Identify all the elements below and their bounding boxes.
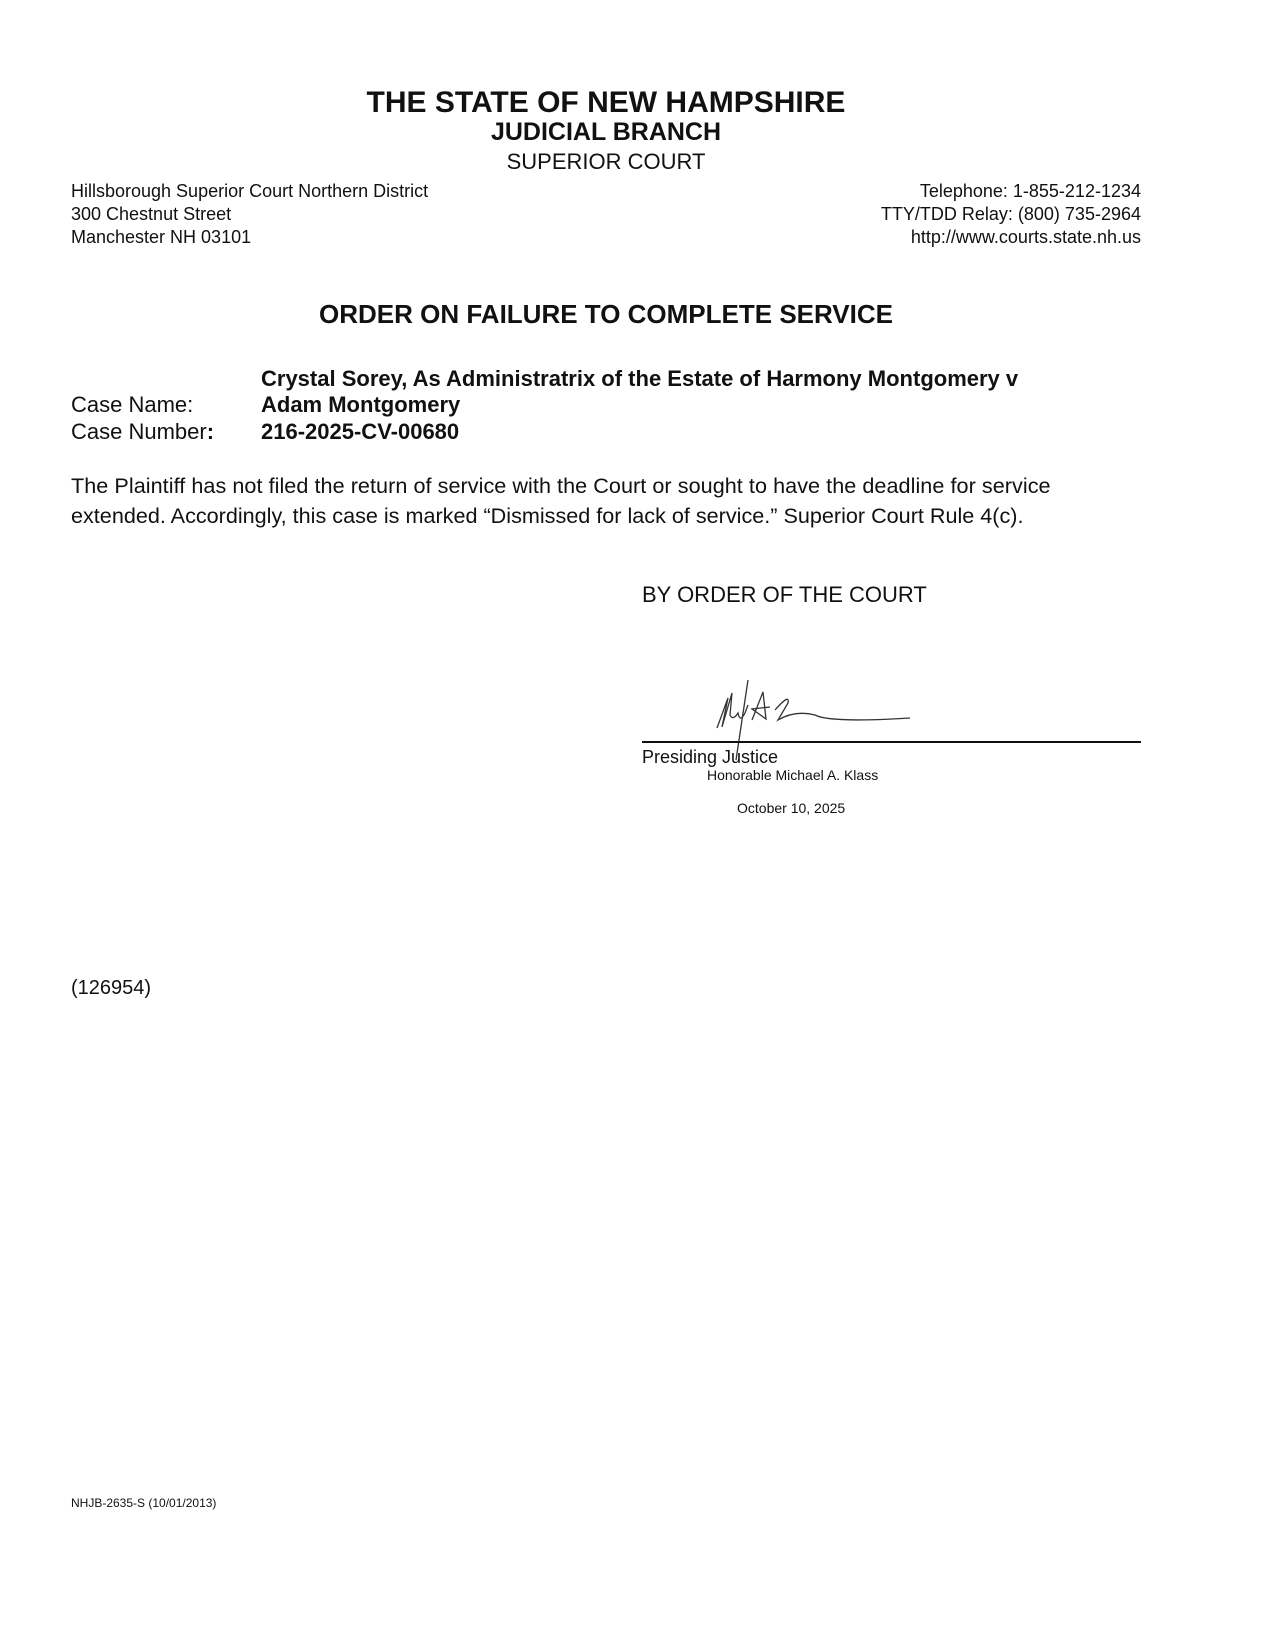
state-heading: THE STATE OF NEW HAMPSHIRE — [366, 86, 846, 119]
body-line: The Plaintiff has not filed the return of service with the Court or sought to have the deadline for service — [71, 473, 1051, 498]
tty-relay: TTY/TDD Relay: (800) 735-2964 — [880, 204, 1141, 224]
body-line: extended. Accordingly, this case is marked “Dismissed for lack of service.” Superior Court Rule 4(c). — [71, 503, 1024, 528]
signature-line — [642, 741, 1141, 743]
case-number: 216-2025-CV-00680 — [261, 419, 460, 444]
judge-name: Honorable Michael A. Klass — [707, 767, 879, 783]
case-number-colon: : — [206, 419, 215, 444]
address-line: 300 Chestnut Street — [71, 204, 232, 224]
case-name-label: Case Name: — [71, 392, 194, 417]
case-number-label-text: Case Number — [71, 419, 207, 444]
address-line: Manchester NH 03101 — [71, 227, 252, 247]
address-line: Hillsborough Superior Court Northern District — [71, 181, 429, 201]
order-title: ORDER ON FAILURE TO COMPLETE SERVICE — [319, 299, 893, 329]
reference-number: (126954) — [71, 977, 152, 999]
website: http://www.courts.state.nh.us — [910, 227, 1141, 247]
order-date: October 10, 2025 — [737, 800, 846, 816]
court-heading: SUPERIOR COURT — [506, 149, 706, 174]
by-order-of-court: BY ORDER OF THE COURT — [642, 582, 927, 607]
case-name-line2: Adam Montgomery — [261, 392, 461, 417]
branch-heading: JUDICIAL BRANCH — [490, 118, 722, 146]
case-name-line1: Crystal Sorey, As Administratrix of the Estate of Harmony Montgomery v — [261, 366, 1019, 391]
form-id: NHJB-2635-S (10/01/2013) — [71, 1496, 217, 1510]
telephone: Telephone: 1-855-212-1234 — [919, 181, 1141, 201]
presiding-justice-title: Presiding Justice — [642, 747, 779, 767]
case-number-label — [71, 421, 214, 443]
